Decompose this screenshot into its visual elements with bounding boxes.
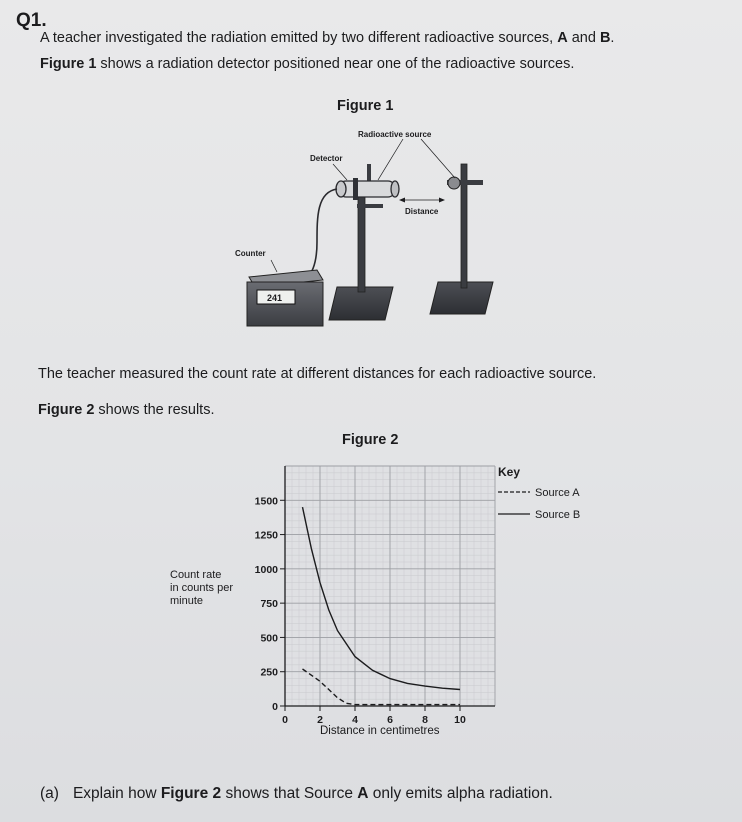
y-tick-label: 250 — [260, 666, 278, 679]
label-radioactive-source: Radioactive source — [358, 130, 432, 139]
figure1-sentence-text: shows a radiation detector positioned near one of the radioactive sources. — [96, 56, 575, 72]
y-label-line-2: in counts per — [170, 582, 233, 594]
y-tick-label: 1500 — [254, 495, 278, 508]
counter-display: 241 — [267, 293, 283, 303]
x-tick-label: 6 — [387, 714, 393, 726]
question-number: Q1. — [16, 10, 47, 31]
label-distance: Distance — [405, 207, 439, 216]
x-axis-label: Distance in centimetres — [320, 725, 440, 737]
part-a-source-ref: A — [357, 785, 369, 802]
figure2-ref: Figure 2 — [38, 402, 95, 418]
key-source-b-label: Source B — [535, 509, 581, 521]
intro-text-3: . — [610, 30, 615, 46]
figure1-diagram — [225, 122, 505, 352]
intro-source-b: B — [599, 30, 611, 46]
label-counter: Counter — [235, 249, 266, 258]
part-a-label: (a) — [40, 785, 59, 802]
part-a-text-3: only emits alpha radiation. — [368, 785, 553, 802]
part-a-text-1: Explain how — [72, 785, 161, 802]
right-stand — [430, 164, 493, 314]
detector-cable — [307, 189, 337, 278]
figure2-sentence-text: shows the results. — [94, 402, 215, 418]
x-tick-label: 4 — [352, 714, 358, 726]
intro-text-2: and — [567, 30, 600, 46]
intro-source-a: A — [557, 30, 568, 46]
detector-tube — [336, 178, 399, 200]
figure2-sentence — [38, 402, 214, 418]
part-a-question — [40, 785, 553, 803]
counter-leader — [271, 260, 277, 272]
source-leader-left — [378, 139, 403, 180]
y-tick-label: 500 — [260, 632, 278, 645]
figure1-sentence — [40, 56, 574, 72]
measured-sentence: The teacher measured the count rate at different distances for each radioactive source. — [38, 366, 597, 382]
y-tick-label: 750 — [260, 598, 278, 611]
y-tick-label: 1250 — [254, 529, 278, 542]
source-leader-right — [421, 139, 455, 178]
figure1-ref: Figure 1 — [40, 56, 97, 72]
figure2-chart — [160, 456, 620, 756]
x-tick-label: 8 — [422, 714, 428, 726]
x-tick-label: 2 — [317, 714, 323, 726]
y-tick-label: 1000 — [254, 563, 278, 576]
part-a-figure-ref: Figure 2 — [160, 785, 222, 802]
distance-arrow — [399, 198, 445, 203]
y-label-line-1: Count rate — [170, 569, 222, 581]
detector-leader — [333, 164, 347, 180]
key-source-a-label: Source A — [535, 487, 580, 499]
label-detector: Detector — [310, 154, 343, 163]
y-tick-label: 0 — [272, 701, 278, 713]
source-holder — [448, 177, 460, 189]
x-tick-label: 0 — [282, 714, 288, 726]
figure1-title: Figure 1 — [337, 98, 394, 114]
intro-text-1: A teacher investigated the radiation emitted by two different radioactive sources, — [40, 30, 558, 46]
x-tick-label: 10 — [454, 714, 466, 726]
part-a-text-2: shows that Source — [221, 785, 358, 802]
figure2-title: Figure 2 — [342, 432, 399, 448]
key-title: Key — [498, 465, 521, 479]
intro-sentence — [40, 30, 614, 46]
y-label-line-3: minute — [170, 595, 204, 607]
counter-box — [247, 270, 323, 326]
